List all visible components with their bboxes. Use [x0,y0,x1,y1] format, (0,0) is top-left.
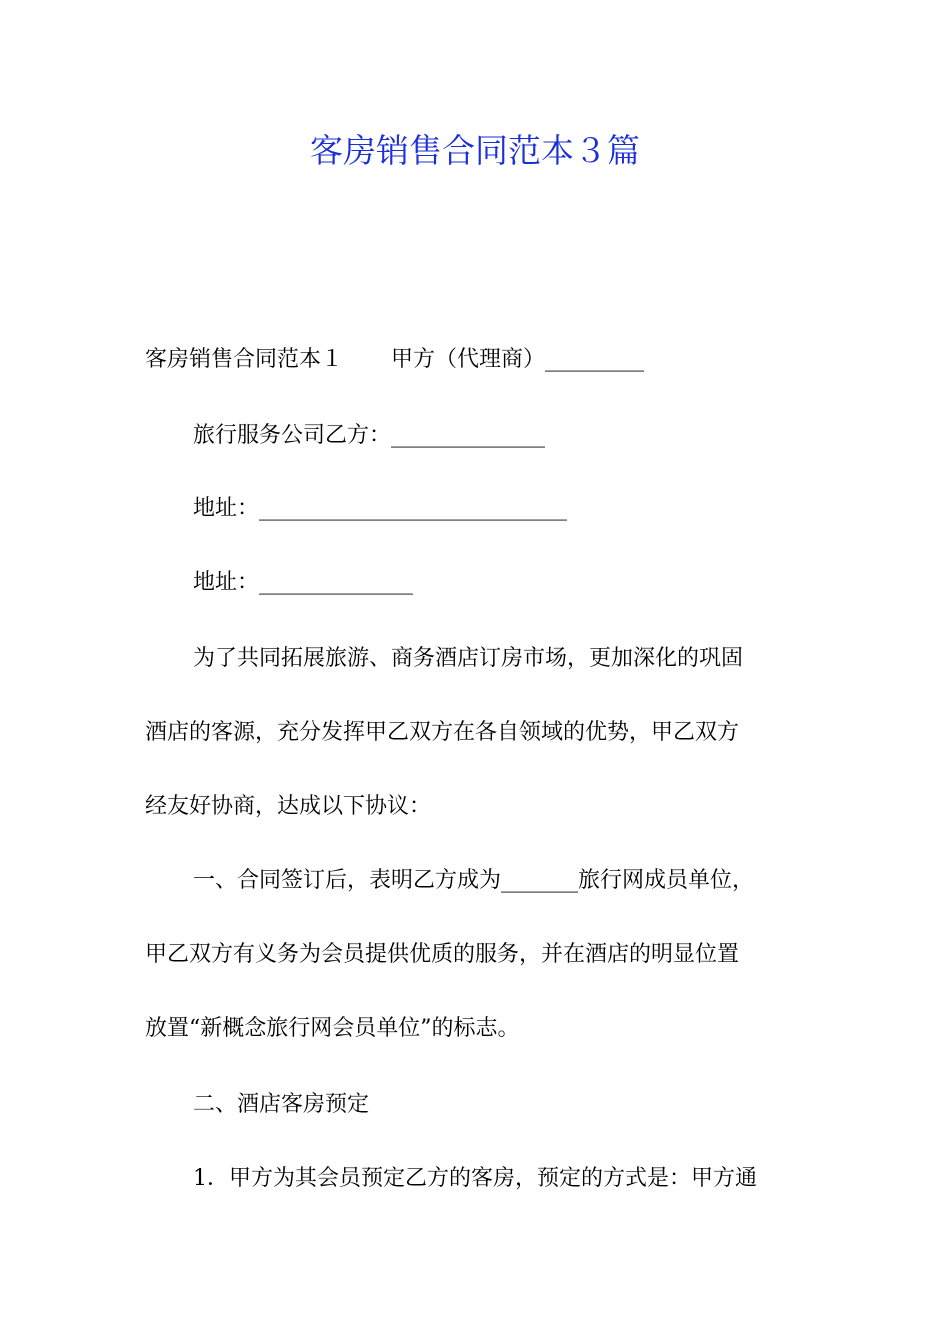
paragraph-line: 酒店的客源，充分发挥甲乙双方在各自领域的优势，甲乙双方 [145,720,740,745]
party-b-line: 旅行服务公司乙方：______________ [193,423,546,448]
paragraph-line: 一、合同签订后，表明乙方成为_______旅行网成员单位， [193,868,755,893]
section-heading: 二、酒店客房预定 [193,1092,370,1117]
contract-subtitle: 客房销售合同范本１ [145,347,344,372]
paragraph-line: 放置“新概念旅行网会员单位”的标志。 [145,1016,520,1041]
paragraph-line: 1．甲方为其会员预定乙方的客房，预定的方式是：甲方通 [193,1166,757,1191]
paragraph-line: 甲乙双方有义务为会员提供优质的服务，并在酒店的明显位置 [145,942,740,967]
address-line-2: 地址：______________ [193,570,414,595]
document-title: 客房销售合同范本３篇 [310,131,640,170]
party-a-line: 甲方（代理商）_________ [391,347,645,372]
paragraph-line: 为了共同拓展旅游、商务酒店订房市场，更加深化的巩固 [193,646,744,671]
address-line-1: 地址：____________________________ [193,496,568,521]
contract-heading-line [145,345,825,375]
paragraph-line: 经友好协商，达成以下协议： [145,794,432,819]
